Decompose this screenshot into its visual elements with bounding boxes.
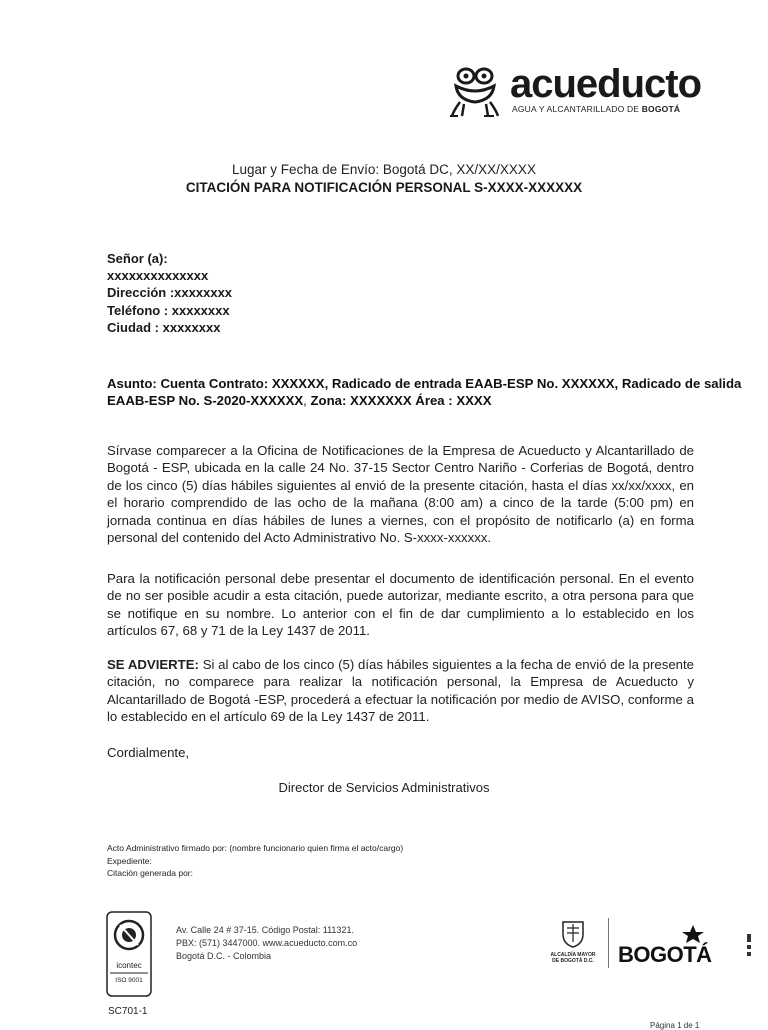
- addressee-city: Ciudad : xxxxxxxx: [107, 320, 221, 335]
- frog-logo-icon: [448, 66, 504, 118]
- star-icon: [680, 924, 706, 944]
- alcaldia-text: [548, 952, 598, 964]
- addressee-salutation: Señor (a):: [107, 251, 168, 266]
- citation-title: CITACIÓN PARA NOTIFICACIÓN PERSONAL S-XXXX-XXXXXX: [185, 180, 583, 195]
- icontec-label: icontec: [116, 961, 142, 970]
- iso-label: ISO 9001: [115, 977, 143, 984]
- alcaldia-line-1: ALCALDÍA MAYOR: [550, 952, 596, 958]
- logo-subtitle-text: AGUA Y ALCANTARILLADO DE: [512, 104, 642, 114]
- page-number: Página 1 de 1: [650, 1021, 700, 1030]
- subject-line-2: [107, 392, 694, 409]
- body-paragraph-3: [107, 656, 694, 726]
- icontec-badge-icon: [106, 911, 152, 999]
- icontec-certification: [106, 911, 152, 1001]
- bogota-brand-logo: [618, 924, 713, 970]
- addressee-name: xxxxxxxxxxxxxx: [107, 268, 209, 283]
- subject-zone-area: Zona: XXXXXXX Área : XXXX: [310, 393, 492, 408]
- signer-title: Director de Servicios Administrativos: [278, 780, 490, 795]
- vertical-mark-icon: [744, 932, 754, 958]
- certificate-code: SC701-1: [108, 1006, 148, 1017]
- coat-of-arms-icon: [561, 920, 585, 948]
- alcaldia-line-2: DE BOGOTÁ D.C.: [552, 958, 594, 964]
- footer-contact: [176, 924, 357, 963]
- place-date: Lugar y Fecha de Envío: Bogotá DC, XX/XX/XXXX: [232, 162, 536, 177]
- footer-phone: PBX: (571) 3447000. www.acueducto.com.co: [176, 938, 358, 948]
- warning-lead: SE ADVIERTE:: [107, 657, 199, 672]
- bogota-wordmark: BOGOTÁ: [618, 942, 712, 967]
- body-paragraph-1: Sírvase comparecer a la Oficina de Notificaciones de la Empresa de Acueducto y Alcantarillado de Bogotá - ESP, ubicada en la calle 24 No. 37-15 Sector Centro Nariño - Corferias de Bogotá, dentro de los cinco (5) días hábiles siguientes al envió de la presente citación, hasta el días xx/xx/xxxx, en el horario comprendido de las ocho de la mañana (8:00 am) a cinco de la tarde (5:00 pm) en jornada continua en días hábiles de lunes a viernes, con el propósito de notificarlo (a) en forma personal del contenido del Acto Administrativo No. S-xxxx-xxxxxx.: [107, 443, 694, 546]
- addressee-phone: Teléfono : xxxxxxxx: [107, 303, 230, 318]
- generated-by-note: Citación generada por:: [107, 868, 194, 878]
- file-note: Expediente:: [107, 856, 152, 866]
- subject-line-1: Asunto: Cuenta Contrato: XXXXXX, Radicado de entrada EAAB-ESP No. XXXXXX, Radicado de salida: [107, 376, 742, 391]
- footer-address: Av. Calle 24 # 37-15. Código Postal: 111321.: [176, 925, 354, 935]
- subject-separator: ,: [303, 393, 311, 408]
- signed-by-note: Acto Administrativo firmado por: (nombre funcionario quien firma el acto/cargo): [107, 843, 404, 853]
- addressee-address: Dirección :xxxxxxxx: [107, 285, 233, 300]
- acueducto-logo: [448, 64, 708, 122]
- alcaldia-seal: [548, 920, 598, 972]
- warning-text: Si al cabo de los cinco (5) días hábiles siguientes a la fecha de envió de la presente citación, no comparece para realizar la notificación personal, la Empresa de Acueducto y Alcantarillado de Bogotá -ESP, procederá a efectuar la notificación por medio de AVISO, conforme a lo establecido en el artículo 69 de la Ley 1437 de 2011.: [107, 657, 694, 725]
- body-paragraph-2: Para la notificación personal debe presentar el documento de identificación personal. En el evento de no ser posible acudir a esta citación, puede autorizar, mediante escrito, a otra persona para que se notifique en su nombre. Lo anterior con el fin de dar cumplimiento a lo establecido en los artículos 67, 68 y 71 de la Ley 1437 de 2011.: [107, 571, 694, 639]
- closing: Cordialmente,: [107, 745, 190, 760]
- subject-outgoing-number: EAAB-ESP No. S-2020-XXXXXX: [107, 393, 304, 408]
- logo-wordmark: acueducto: [510, 62, 702, 106]
- logo-subtitle: [512, 104, 680, 114]
- logo-subtitle-city: BOGOTÁ: [641, 104, 681, 114]
- footer-city: Bogotá D.C. - Colombia: [176, 951, 272, 961]
- footer-divider: [608, 918, 609, 968]
